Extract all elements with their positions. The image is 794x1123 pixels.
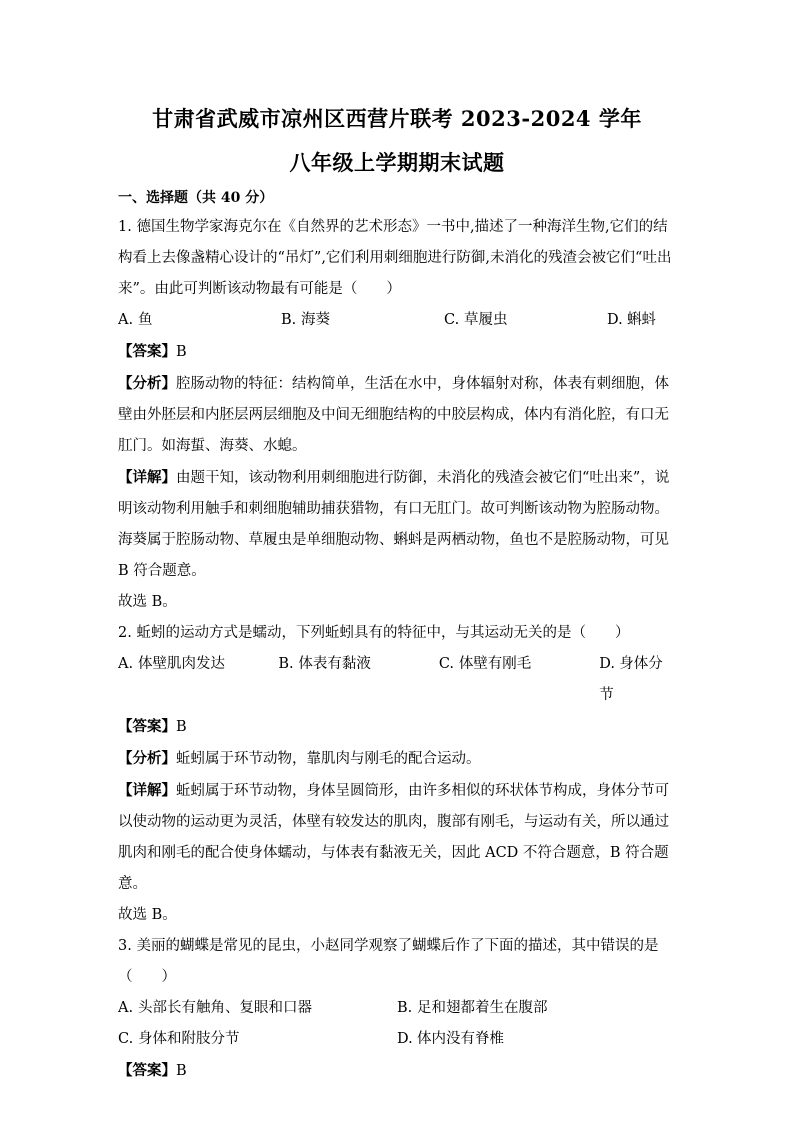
question-2-options [118,649,676,711]
question-3-stem: 3. 美丽的蝴蝶是常见的昆虫，小赵同学观察了蝴蝶后作了下面的描述，其中错误的是 [118,938,659,954]
option-c: C. 体壁有刚毛 [438,656,532,672]
question-1-stem: 1. 德国生物学家海克尔在《自然界的艺术形态》一书中,描述了一种海洋生物,它们的结构看上去像盏精心设计的“吊灯”,它们利用刺细胞进行防御,未消化的残渣会被它们“吐出来”。由此可判断该动物最有可能是（ ） [118,219,672,297]
option-d: D. 体内没有脊椎 [397,1031,504,1047]
analysis-tag: 【分析】 [118,375,176,392]
answer-tag: 【答案】 [118,718,176,735]
question-1-detail: 【详解】由题干知，该动物利用刺细胞进行防御，未消化的残渣会被它们“吐出来”，说明该动物利用触手和刺细胞辅助捕获猎物，有口无肛门。故可判断该动物为腔肠动物。海葵属于腔肠动物、草履虫是单细胞动物、蝌蚪是两栖动物，鱼也不是腔肠动物，可见 B 符合题意。 [118,469,670,579]
detail-tag: 【详解】 [118,782,176,799]
exam-title-line1: 甘肃省武威市凉州区西营片联考 2023-2024 学年 [152,106,642,131]
option-a: A. 头部长有触角、复眼和口器 [118,1000,312,1016]
option-b: B. 海葵 [281,312,330,328]
option-a: A. 体壁肌肉发达 [118,656,225,672]
answer-value: B [176,344,187,360]
option-c: C. 身体和附肢分节 [118,1031,240,1047]
question-2-analysis: 【分析】蚯蚓属于环节动物，靠肌肉与刚毛的配合运动。 [118,750,481,767]
question-3-answer [118,1055,676,1087]
option-b: B. 足和翅都着生在腹部 [397,1000,548,1016]
option-d: D. 蝌蚪 [607,312,656,328]
question-2-detail: 【详解】蚯蚓属于环节动物，身体呈圆筒形，由许多相似的环状体节构成，身体分节可以使动物的运动更为灵活，体壁有较发达的肌肉，腹部有刚毛，与运动有关，所以通过肌肉和刚毛的配合使身体蠕动，与体表有黏液无关，因此 ACD 不符合题意，B 符合题意。 [118,782,669,892]
option-a: A. 鱼 [118,312,153,328]
option-c: C. 草履虫 [444,312,508,328]
detail-tag: 【详解】 [118,469,176,486]
answer-value: B [176,1063,187,1079]
question-1-answer [118,336,676,368]
exam-content [118,184,676,1087]
question-2-stem: 2. 蚯蚓的运动方式是蠕动，下列蚯蚓具有的特征中，与其运动无关的是（ ） [118,625,630,641]
question-3-options-row1 [118,993,676,1024]
question-2-answer [118,711,676,743]
question-2-conclusion: 故选 B。 [118,907,177,923]
analysis-tag: 【分析】 [118,750,176,767]
question-1-options [118,305,676,336]
answer-value: B [176,719,187,735]
answer-tag: 【答案】 [118,1062,176,1079]
question-3-options-row2 [118,1024,676,1055]
option-b: B. 体表有黏液 [278,656,371,672]
section-heading: 一、选择题（共 40 分） [118,190,274,206]
question-1-conclusion: 故选 B。 [118,594,177,610]
option-d: D. 身体分节 [599,656,663,703]
question-3-stem-paren: （ ） [118,969,176,985]
question-1-analysis: 【分析】腔肠动物的特征：结构简单，生活在水中，身体辐射对称，体表有刺细胞，体壁由外胚层和内胚层两层细胞及中间无细胞结构的中胶层构成，体内有消化腔，有口无肛门。如海蜇、海葵、水螅。 [118,375,669,454]
exam-title-line2: 八年级上学期期末试题 [289,150,505,175]
answer-tag: 【答案】 [118,343,176,360]
